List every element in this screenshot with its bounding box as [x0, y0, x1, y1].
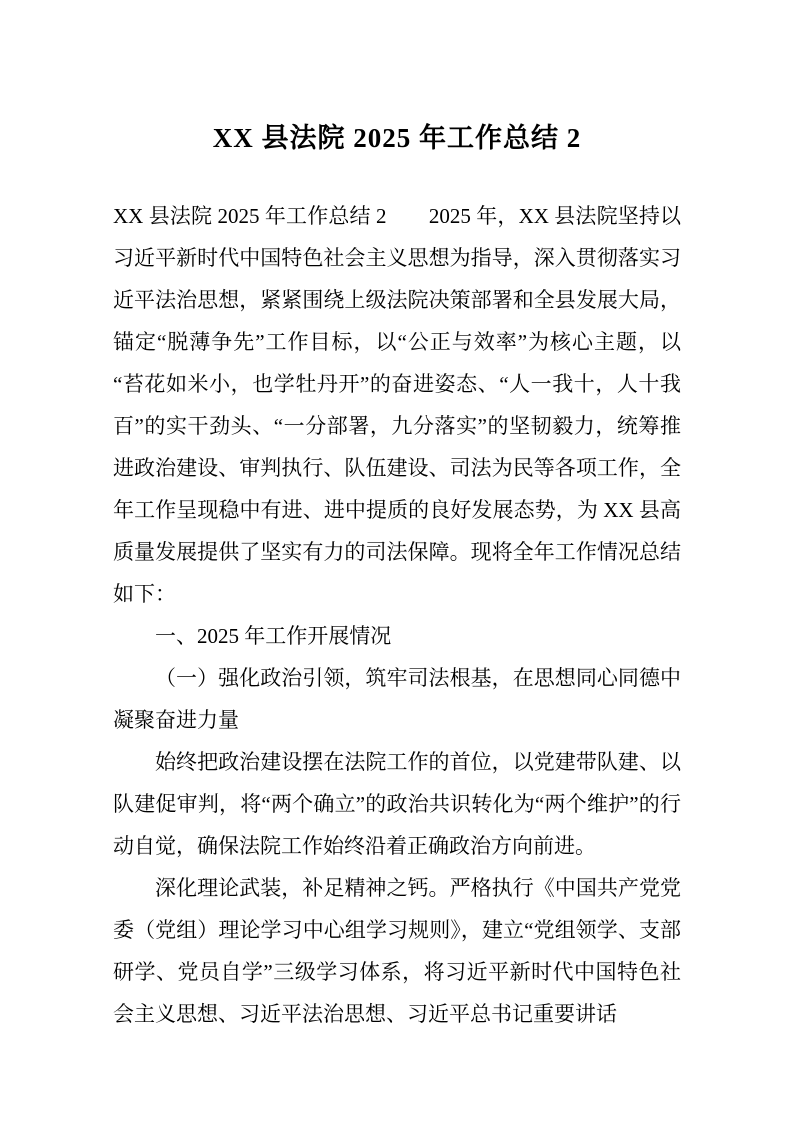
subsection-heading-1-1: （一）强化政治引领，筑牢司法根基，在思想同心同德中凝聚奋进力量	[113, 666, 681, 732]
body-paragraph-theory: 深化理论武装，补足精神之钙。严格执行《中国共产党党委（党组）理论学习中心组学习规则》，建立“党组领学、支部研学、党员自学”三级学习体系，将习近平新时代中国特色社会主义思想、习近平法治思想、习近平总书记重要讲话	[113, 876, 681, 1026]
document-title: XX 县法院 2025 年工作总结 2	[212, 123, 582, 153]
document-body	[113, 195, 681, 1035]
intro-paragraph: XX 县法院 2025 年工作总结 2 2025 年，XX 县法院坚持以习近平新时代中国特色社会主义思想为指导，深入贯彻落实习近平法治思想，紧紧围绕上级法院决策部署和全县发展大局，锚定“脱薄争先”工作目标，以“公正与效率”为核心主题，以“苔花如米小，也学牡丹开”的奋进姿态、“人一我十，人十我百”的实干劲头、“一分部署，九分落实”的坚韧毅力，统筹推进政治建设、审判执行、队伍建设、司法为民等各项工作，全年工作呈现稳中有进、进中提质的良好发展态势，为 XX 县高质量发展提供了坚实有力的司法保障。现将全年工作情况总结如下：	[113, 204, 681, 606]
section-heading-1: 一、2025 年工作开展情况	[155, 624, 392, 648]
body-paragraph-political: 始终把政治建设摆在法院工作的首位，以党建带队建、以队建促审判，将“两个确立”的政治共识转化为“两个维护”的行动自觉，确保法院工作始终沿着正确政治方向前进。	[113, 750, 681, 858]
